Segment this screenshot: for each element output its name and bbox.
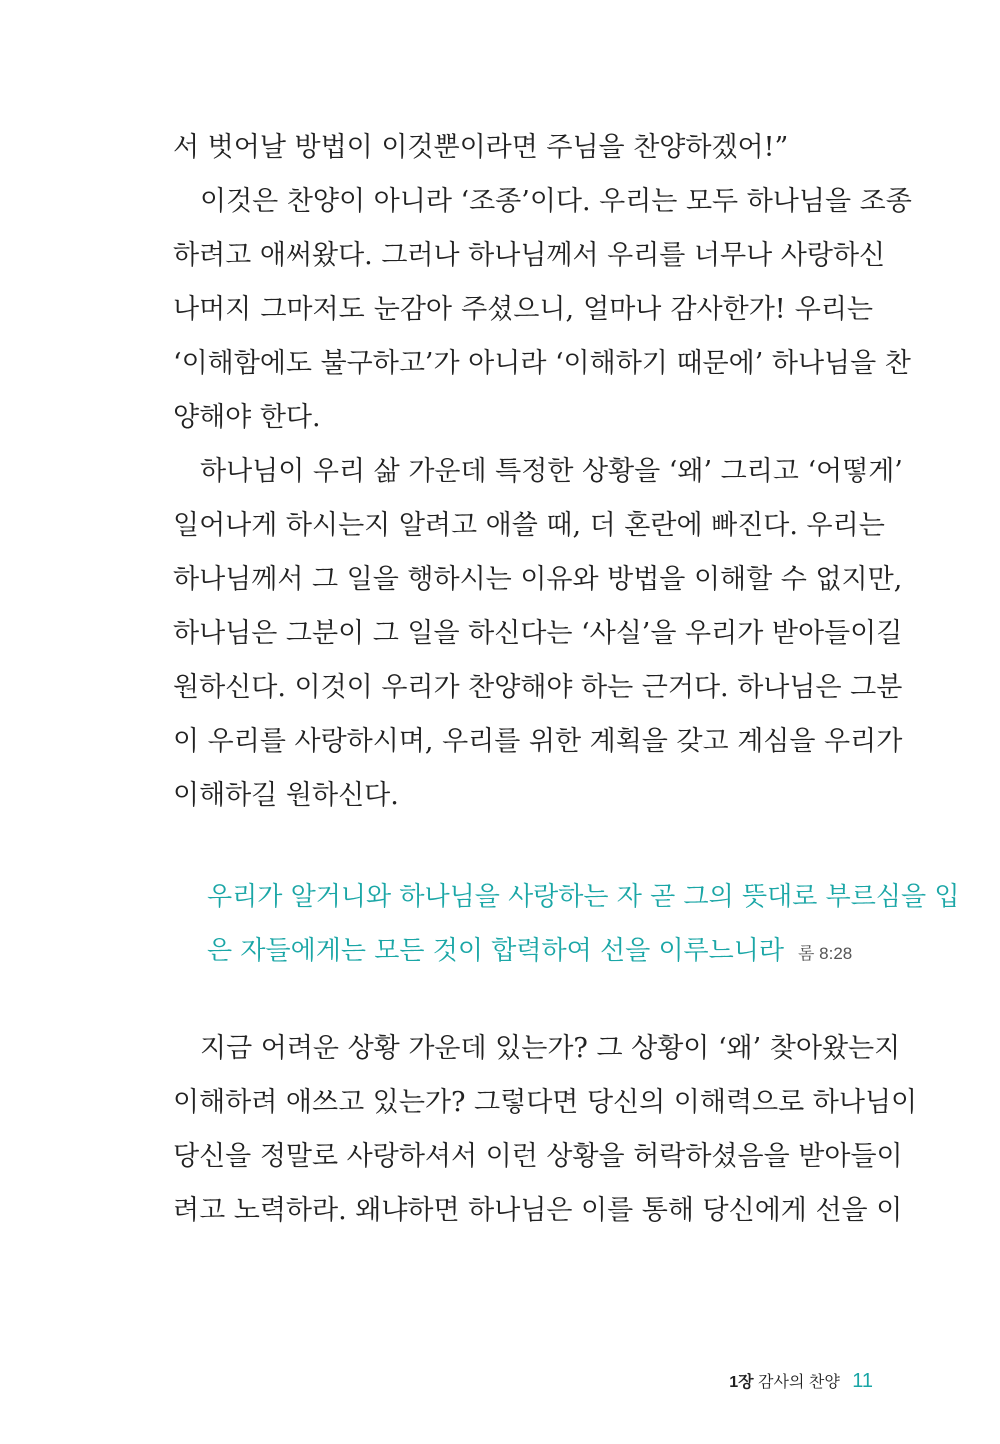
chapter-title: 감사의 찬양 bbox=[758, 1374, 840, 1391]
text-line: 나머지 그마저도 눈감아 주셨으니, 얼마나 감사한가! 우리는 bbox=[173, 294, 873, 325]
scripture-quote bbox=[207, 870, 960, 978]
text-line: 이것은 찬양이 아니라 ‘조종’이다. 우리는 모두 하나님을 조종 bbox=[200, 186, 912, 217]
quote-line-text: 은 자들에게는 모든 것이 합력하여 선을 이루느니라 bbox=[207, 936, 785, 966]
text-line: 하려고 애써왔다. 그러나 하나님께서 우리를 너무나 사랑하신 bbox=[173, 240, 886, 271]
page-number: 11 bbox=[852, 1370, 873, 1392]
text-line: 서 벗어날 방법이 이것뿐이라면 주님을 찬양하겠어!” bbox=[173, 132, 789, 163]
text-line: ‘이해함에도 불구하고’가 아니라 ‘이해하기 때문에’ 하나님을 찬 bbox=[173, 348, 911, 379]
quote-line: 우리가 알거니와 하나님을 사랑하는 자 곧 그의 뜻대로 부르심을 입 bbox=[207, 882, 960, 912]
chapter-number: 1장 bbox=[729, 1374, 754, 1391]
scripture-reference: 롬 8:28 bbox=[798, 944, 853, 963]
text-line: 하나님이 우리 삶 가운데 특정한 상황을 ‘왜’ 그리고 ‘어떻게’ bbox=[200, 456, 903, 487]
body-text-block-2 bbox=[173, 1022, 918, 1238]
quote-line bbox=[207, 924, 873, 978]
body-text-block-1 bbox=[173, 121, 912, 823]
text-line: 당신을 정말로 사랑하셔서 이런 상황을 허락하셨음을 받아들이 bbox=[173, 1141, 903, 1172]
text-line: 려고 노력하라. 왜냐하면 하나님은 이를 통해 당신에게 선을 이 bbox=[173, 1195, 903, 1226]
text-line: 지금 어려운 상황 가운데 있는가? 그 상황이 ‘왜’ 찾아왔는지 bbox=[200, 1033, 901, 1064]
text-line: 이해하려 애쓰고 있는가? 그렇다면 당신의 이해력으로 하나님이 bbox=[173, 1087, 918, 1118]
text-line: 이 우리를 사랑하시며, 우리를 위한 계획을 갖고 계심을 우리가 bbox=[173, 726, 903, 757]
text-line: 하나님은 그분이 그 일을 하신다는 ‘사실’을 우리가 받아들이길 bbox=[173, 618, 903, 649]
text-line: 이해하길 원하신다. bbox=[173, 780, 399, 811]
text-line: 하나님께서 그 일을 행하시는 이유와 방법을 이해할 수 없지만, bbox=[173, 564, 903, 595]
text-line: 양해야 한다. bbox=[173, 402, 321, 433]
page-footer bbox=[729, 1369, 873, 1393]
text-line: 일어나게 하시는지 알려고 애쓸 때, 더 혼란에 빠진다. 우리는 bbox=[173, 510, 885, 541]
text-line: 원하신다. 이것이 우리가 찬양해야 하는 근거다. 하나님은 그분 bbox=[173, 672, 903, 703]
